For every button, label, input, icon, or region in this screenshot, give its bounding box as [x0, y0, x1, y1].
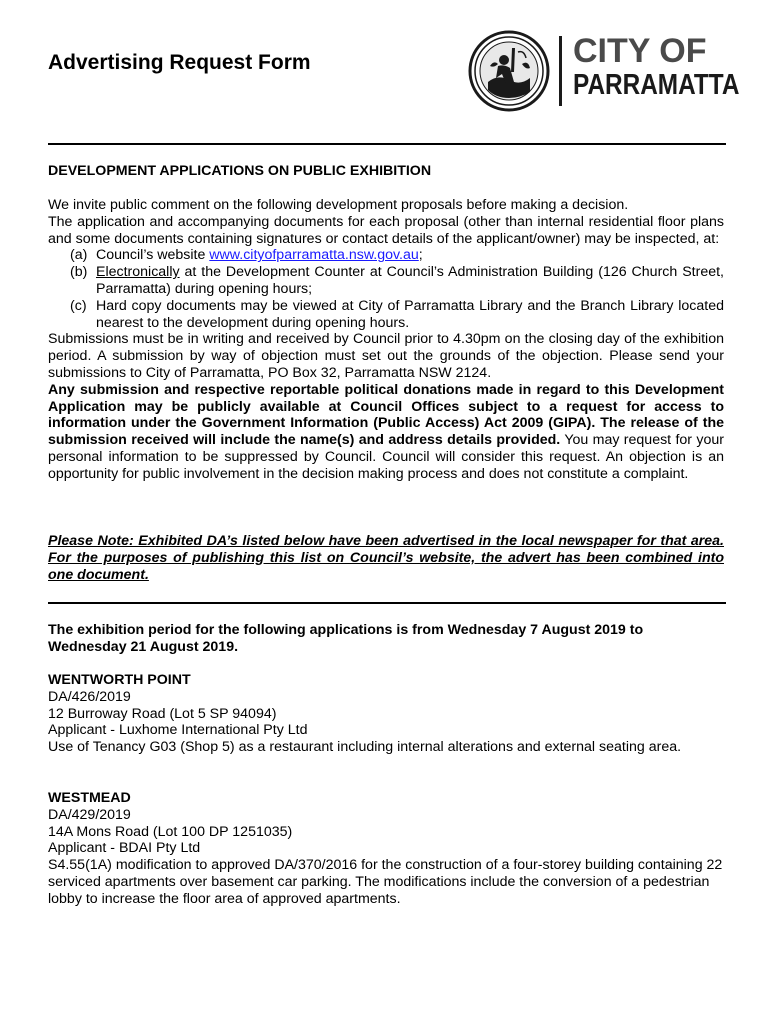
application-da-number: DA/426/2019: [48, 688, 131, 705]
list-item-end: ;: [418, 247, 423, 264]
list-item-label: (b): [70, 264, 88, 281]
application-entry: [48, 790, 724, 908]
inspection-list: [48, 247, 724, 331]
council-emblem-icon: [468, 30, 550, 112]
intro-text: [48, 197, 724, 483]
intro-paragraph-1: We invite public comment on the following development proposals before making a decision.: [48, 197, 629, 213]
list-item-label: (a): [70, 247, 88, 264]
submissions-paragraph: Submissions must be in writing and received by Council prior to 4.30pm on the closing day of the exhibition period. A submission by way of objection must set out the grounds of the objection. Please send your submissions to City of Parramatta, PO Box 32, Parramatta NSW 2124.: [48, 331, 724, 381]
city-of-parramatta-logo: [468, 30, 758, 112]
council-website-link[interactable]: www.cityofparramatta.nsw.gov.au: [209, 247, 419, 264]
list-item-text: Hard copy documents may be viewed at City of Parramatta Library and the Branch Library located nearest to the development during opening hours.: [96, 297, 724, 331]
application-applicant: Applicant - BDAI Pty Ltd: [48, 840, 201, 857]
exhibition-period: The exhibition period for the following applications is from Wednesday 7 August 2019 to Wednesday 21 August 2019.: [48, 622, 644, 655]
list-item-underlined: Electronically: [96, 264, 180, 281]
list-item-text: at the Development Counter at Council’s Administration Building (126 Church Street, Parramatta) during opening hours;: [96, 264, 724, 297]
list-item-text: Council’s website: [96, 247, 210, 264]
logo-city-of: CITY OF: [573, 32, 707, 70]
application-description: S4.55(1A) modification to approved DA/370/2016 for the construction of a four-storey building containing 22 serviced apartments over basement car parking. The modifications include the conversion of a pedestrian lobby to increase the floor area of approved apartments.: [48, 857, 723, 907]
list-item: [70, 298, 724, 332]
application-suburb: WESTMEAD: [48, 790, 131, 806]
application-entry: [48, 672, 724, 756]
intro-paragraph-2: The application and accompanying documents for each proposal (other than internal residential floor plans and some documents containing signatures or contact details of the applicant/owner) may be inspected, at:: [48, 213, 724, 247]
application-address: 12 Burroway Road (Lot 5 SP 94094): [48, 705, 277, 722]
application-description: Use of Tenancy G03 (Shop 5) as a restaurant including internal alterations and external seating area.: [48, 739, 682, 756]
divider-middle: [48, 602, 726, 604]
divider-top: [48, 143, 726, 145]
please-note: Please Note: Exhibited DA’s listed below have been advertised in the local newspaper for that area. For the purposes of publishing this list on Council’s website, the advert has been combined into one document.: [48, 533, 724, 583]
list-item: [70, 247, 724, 264]
list-item: [70, 264, 724, 298]
privacy-bold-text: Any submission and respective reportable political donations made in regard to this Development Application may be publicly available at Council Offices subject to a request for access to information under the Government Information (Public Access) Act 2009 (GIPA). The release of the submission received will include the name(s) and address details provided.: [48, 381, 724, 449]
privacy-text: You may request for your personal information to be suppressed by Council. Council will consider this request. An objection is an opportunity for public involvement in the decision making process and does not constitute a complaint.: [48, 432, 724, 482]
privacy-paragraph: [48, 382, 724, 483]
logo-parramatta: PARRAMATTA: [573, 69, 740, 101]
page-title: Advertising Request Form: [48, 51, 311, 74]
application-address: 14A Mons Road (Lot 100 DP 1251035): [48, 823, 293, 840]
application-da-number: DA/429/2019: [48, 806, 131, 823]
section-heading: DEVELOPMENT APPLICATIONS ON PUBLIC EXHIBITION: [48, 163, 432, 179]
application-applicant: Applicant - Luxhome International Pty Ltd: [48, 722, 308, 739]
logo-divider: [559, 36, 562, 106]
list-item-label: (c): [70, 297, 87, 314]
application-suburb: WENTWORTH POINT: [48, 672, 191, 688]
